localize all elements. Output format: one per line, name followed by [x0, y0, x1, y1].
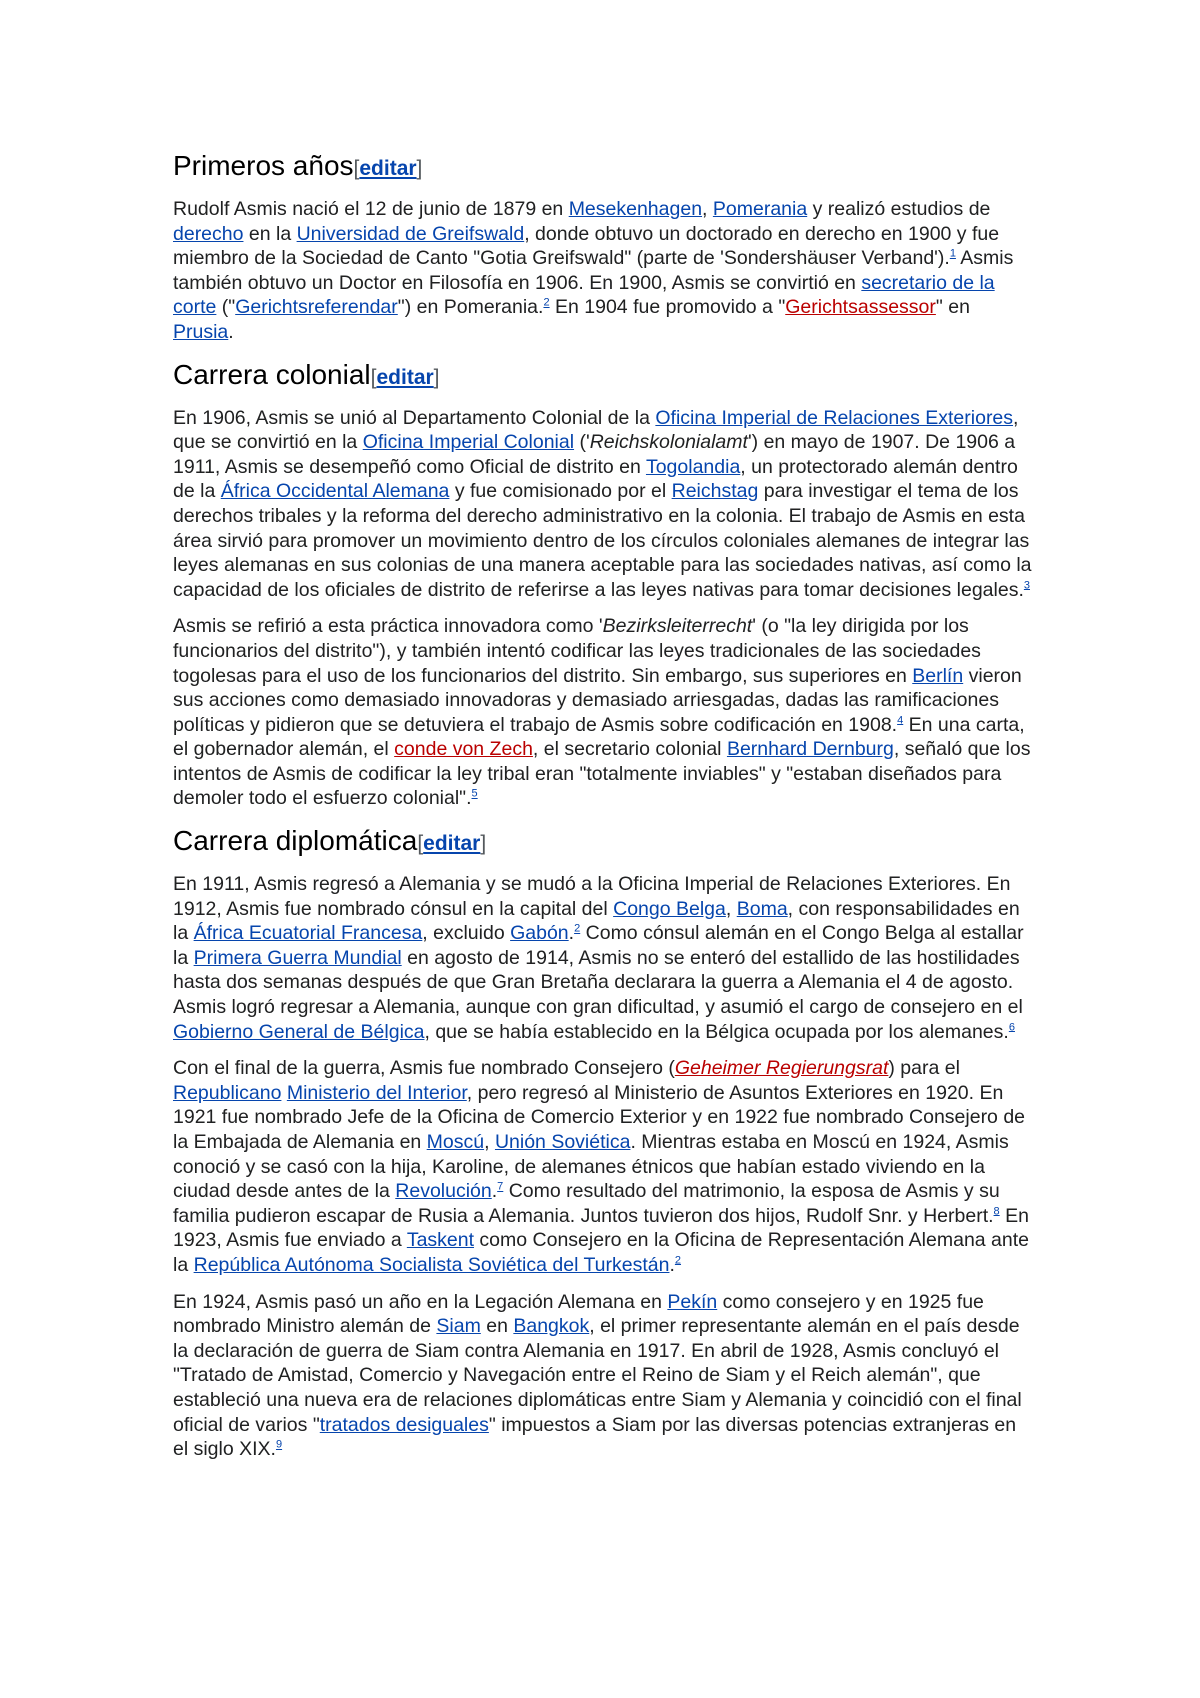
- link-primera-guerra-mundial[interactable]: Primera Guerra Mundial: [193, 946, 402, 969]
- text: ,: [702, 198, 713, 220]
- text: , excluido: [422, 922, 511, 945]
- text: , pero regresó al Ministerio de Asuntos Exteriores en 1920. En 1921 fue nombrado Jefe de la Oficina de Comercio Exterior y en 1922 fue nombrado Consejero de la Embajada de Alemania en: [173, 1081, 1026, 1153]
- text: .: [568, 922, 575, 945]
- reference-link[interactable]: 7: [497, 1180, 504, 1193]
- reference-link[interactable]: 2: [574, 922, 581, 935]
- edit-link[interactable]: editar: [423, 832, 481, 856]
- text: , con responsabilidades en la: [173, 897, 1020, 945]
- edit-link[interactable]: editar: [376, 365, 434, 389]
- reference-link[interactable]: 3: [1023, 579, 1030, 592]
- reference-link[interactable]: 1: [949, 247, 956, 260]
- link-republica-turkestan[interactable]: República Autónoma Socialista Soviética del Turkestán: [193, 1253, 670, 1276]
- link-berlin[interactable]: Berlín: [912, 664, 964, 687]
- link-union-sovietica[interactable]: Unión Soviética: [494, 1131, 631, 1153]
- text: Asmis también obtuvo un Doctor en Filosofía en 1906. En 1900, Asmis se convirtió en: [173, 247, 1014, 294]
- text: , el primer representante alemán en el país desde la declaración de guerra de Siam contra Alemania en 1917. En abril de 1928, Asmis concluyó el "Tratado de Amistad, Comercio y Navegación entre el Reino de Siam y el Reich alemán", que estableció una nueva era de relaciones diplomáticas entre Siam y Alemania y coincidió con el final oficial de varios ": [173, 1315, 1022, 1436]
- text: Con el final de la guerra, Asmis fue nombrado Consejero (: [173, 1057, 675, 1080]
- edit-bracket-close: ]: [416, 157, 423, 180]
- text: en agosto de 1914, Asmis no se enteró del estallido de las hostilidades hasta dos semanas después de que Gran Bretaña declarara la guerra a Alemania el 4 de agosto. Asmis logró regresar a Alemania, aunque con gran dificultad, y asumió el cargo de consejero en el: [173, 946, 1023, 1019]
- link-bangkok[interactable]: Bangkok: [513, 1315, 590, 1338]
- edit-bracket-close: ]: [480, 832, 487, 856]
- text: , señaló que los intentos de Asmis de codificar la ley tribal eran "totalmente inviables" y "estaban diseñados para demoler todo el esfuerzo colonial".: [173, 738, 1031, 810]
- section-title: Primeros años: [173, 150, 354, 181]
- text: .: [491, 1180, 498, 1203]
- text: En 1924, Asmis pasó un año en la Legación Alemana en: [173, 1290, 668, 1313]
- link-gerichtsreferendar[interactable]: Gerichtsreferendar: [235, 296, 398, 319]
- link-togolandia[interactable]: Togolandia: [645, 455, 741, 478]
- text: y realizó estudios de: [807, 198, 991, 220]
- reference: [276, 1439, 282, 1451]
- section-heading: [173, 357, 1035, 396]
- reference: [1009, 1021, 1015, 1033]
- text: (": [216, 296, 236, 319]
- text: en la: [243, 222, 297, 245]
- reference: [675, 1254, 681, 1266]
- text: ) para el: [888, 1057, 960, 1080]
- text: . Mientras estaba en Moscú en 1924, Asmis conoció y se casó con la hija, Karoline, de alemanes étnicos que habían estado viviendo en la ciudad desde antes de la: [173, 1131, 1009, 1203]
- link-congo-belga[interactable]: Congo Belga: [613, 897, 726, 920]
- text: Como cónsul alemán en el Congo Belga al estallar la: [173, 922, 1024, 969]
- link-republicano[interactable]: Republicano: [173, 1081, 282, 1104]
- reference-link[interactable]: 5: [471, 787, 478, 800]
- text: " en: [935, 296, 970, 319]
- text: (': [574, 431, 590, 454]
- link-gabon[interactable]: Gabón: [510, 922, 569, 945]
- section-heading: [173, 148, 1035, 187]
- section-primeros-anos: [173, 148, 1035, 345]
- link-moscu[interactable]: Moscú: [426, 1131, 485, 1153]
- link-pekin[interactable]: Pekín: [667, 1290, 718, 1313]
- edit-bracket-open: [: [417, 832, 424, 856]
- link-tratados-desiguales[interactable]: tratados desiguales: [319, 1413, 489, 1436]
- link-prusia[interactable]: Prusia: [173, 320, 229, 343]
- italic-text: Reichskolonialamt: [589, 431, 748, 454]
- link-derecho[interactable]: derecho: [173, 222, 244, 245]
- reference-link[interactable]: 2: [543, 296, 550, 309]
- text: , un protectorado alemán dentro de la: [173, 455, 1018, 503]
- section-heading: [173, 823, 1035, 862]
- text: para investigar el tema de los derechos tribales y la reforma del derecho administrativo en la colonia. El trabajo de Asmis en esta área sirvió para promover un movimiento dentro de los círculos coloniales alemanes de integrar las leyes alemanas en sus colonias de una manera aceptable para las sociedades nativas, así como la capacidad de los oficiales de distrito de referirse a las leyes nativas para tomar decisiones legales.: [173, 480, 1032, 601]
- paragraph: [173, 1056, 1035, 1277]
- reference-link[interactable]: 9: [275, 1438, 283, 1451]
- link-reichstag[interactable]: Reichstag: [671, 480, 759, 503]
- text: .: [669, 1253, 675, 1276]
- paragraph: [173, 197, 1035, 345]
- text: , que se había establecido en la Bélgica ocupada por los alemanes.: [424, 1020, 1009, 1043]
- link-geheimer-regierungsrat[interactable]: [675, 1057, 889, 1079]
- text: vieron sus acciones como demasiado innovadoras y demasiado arriesgadas, dadas las ramificaciones políticas y pidieron que se detuviera el trabajo de Asmis sobre codificación en 1908.: [173, 664, 1022, 736]
- link-ministerio-interior[interactable]: Ministerio del Interior: [286, 1081, 467, 1104]
- article-body: [173, 148, 1035, 1474]
- link-gerichtsassessor[interactable]: Gerichtsassessor: [785, 296, 936, 319]
- text: En una carta, el gobernador alemán, el: [173, 713, 1025, 761]
- text: , que se convirtió en la: [173, 406, 1019, 454]
- text: como Consejero en la Oficina de Representación Alemana ante la: [173, 1229, 1030, 1276]
- link-secretario-corte[interactable]: secretario de la corte: [173, 271, 995, 319]
- section-carrera-colonial: [173, 357, 1035, 812]
- section-carrera-diplomatica: [173, 823, 1035, 1462]
- text: ' (o "la ley dirigida por los funcionarios del distrito"), y también intentó codificar las leyes tradicionales de las sociedades togolesas para el uso de los funcionarios del distrito. Sin embargo, sus superiores en: [173, 615, 981, 687]
- link-conde-von-zech[interactable]: conde von Zech: [394, 738, 533, 761]
- italic-text: Geheimer Regierungsrat: [674, 1057, 889, 1080]
- text: como consejero y en 1925 fue nombrado Ministro alemán de: [173, 1290, 984, 1338]
- link-taskent[interactable]: Taskent: [406, 1229, 475, 1252]
- section-title: Carrera colonial: [173, 358, 371, 390]
- paragraph: [173, 1290, 1035, 1462]
- text: , donde obtuvo un doctorado en derecho en 1900 y fue miembro de la Sociedad de Canto "Gotia Greifswald" (parte de 'Sondershäuser Verband').: [173, 222, 1000, 270]
- text: y fue comisionado por el: [449, 480, 672, 503]
- paragraph: [173, 614, 1035, 811]
- link-universidad-greifswald[interactable]: Universidad de Greifswald: [296, 222, 525, 245]
- link-revolucion[interactable]: Revolución: [395, 1180, 492, 1203]
- reference: [472, 788, 478, 800]
- text: En 1911, Asmis regresó a Alemania y se mudó a la Oficina Imperial de Relaciones Exteriores. En 1912, Asmis fue nombrado cónsul en la capital del: [173, 873, 1011, 920]
- link-oficina-imperial-relaciones[interactable]: Oficina Imperial de Relaciones Exteriores: [655, 406, 1014, 429]
- text: " impuestos a Siam por las diversas potencias extranjeras en el siglo XIX.: [173, 1413, 1017, 1461]
- text: , el secretario colonial: [532, 738, 727, 761]
- reference-link[interactable]: 8: [993, 1205, 1000, 1218]
- edit-link[interactable]: editar: [359, 157, 417, 180]
- text: ,: [725, 897, 737, 920]
- link-boma[interactable]: Boma: [736, 897, 788, 920]
- paragraph: [173, 872, 1035, 1044]
- text: .: [228, 320, 234, 343]
- link-gobierno-general-belgica[interactable]: Gobierno General de Bélgica: [173, 1020, 425, 1043]
- reference-link[interactable]: 2: [674, 1254, 682, 1267]
- edit-bracket-open: [: [370, 365, 377, 389]
- text: en: [480, 1315, 514, 1338]
- link-siam[interactable]: Siam: [436, 1315, 481, 1338]
- text: En 1904 fue promovido a ": [549, 296, 786, 319]
- text: Rudolf Asmis nació el 12 de junio de 1879 en: [173, 198, 569, 220]
- text: En 1906, Asmis se unió al Departamento Colonial de la: [173, 406, 656, 429]
- link-oficina-imperial-colonial[interactable]: Oficina Imperial Colonial: [362, 431, 575, 454]
- link-bernhard-dernburg[interactable]: Bernhard Dernburg: [726, 738, 894, 761]
- edit-bracket-open: [: [353, 157, 360, 180]
- text: ') en mayo de 1907. De 1906 a 1911, Asmis se desempeñó como Oficial de distrito en: [173, 431, 1016, 478]
- link-mesekenhagen[interactable]: Mesekenhagen: [568, 198, 703, 220]
- edit-bracket-close: ]: [433, 365, 440, 389]
- text: En 1923, Asmis fue enviado a: [173, 1204, 1029, 1252]
- paragraph: [173, 406, 1035, 603]
- reference: [1024, 579, 1030, 591]
- section-title: Carrera diplomática: [173, 825, 418, 857]
- link-africa-occidental-alemana[interactable]: África Occidental Alemana: [220, 480, 450, 503]
- reference-link[interactable]: 6: [1008, 1021, 1015, 1034]
- link-africa-ecuatorial-francesa[interactable]: África Ecuatorial Francesa: [193, 922, 423, 945]
- text: Asmis se refirió a esta práctica innovadora como ': [173, 615, 603, 638]
- text: Como resultado del matrimonio, la esposa de Asmis y su familia pudieron escapar de Rusia a Alemania. Juntos tuvieron dos hijos, Rudolf Snr. y Herbert.: [173, 1180, 1000, 1227]
- italic-text: Bezirksleiterrecht: [602, 615, 753, 638]
- text: ") en Pomerania.: [397, 296, 544, 319]
- link-pomerania[interactable]: Pomerania: [712, 198, 808, 220]
- reference-link[interactable]: 4: [897, 714, 904, 727]
- text: ,: [484, 1131, 495, 1153]
